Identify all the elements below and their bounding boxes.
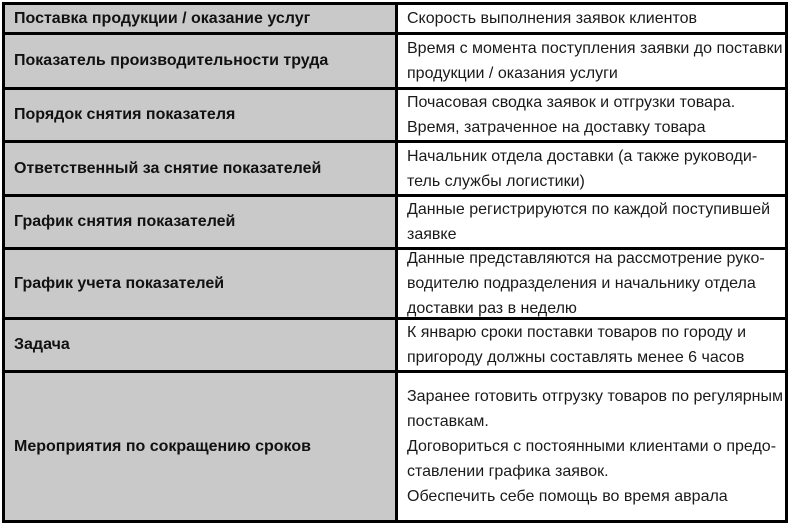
table-row — [5, 35, 785, 87]
table-row — [5, 373, 785, 520]
table-row — [5, 143, 785, 194]
value-line: Почасовая сводка заявок и отгрузки товара. — [407, 94, 736, 111]
row-value — [398, 197, 785, 247]
row-label-text: Задача — [14, 336, 70, 353]
row-value — [398, 143, 785, 194]
row-label-text: Порядок снятия показателя — [14, 106, 236, 123]
table-row — [5, 5, 785, 32]
value-line: Договориться с постоянными клиентами о предо- — [407, 438, 777, 455]
row-value — [398, 5, 785, 32]
value-line: заявке — [407, 226, 457, 243]
value-line: Начальник отдела доставки (а также руководи- — [407, 147, 758, 165]
row-label-text: Показатель производительности труда — [14, 52, 329, 69]
row-label — [5, 35, 395, 87]
value-line: Обеспечить себе помощь во время аврала — [407, 488, 728, 505]
value-line: К январю сроки поставки товаров по городу и — [407, 324, 747, 341]
value-line: Время с момента поступления заявки до поставки — [407, 40, 783, 57]
row-label-text: Ответственный за снятие показателей — [14, 159, 322, 177]
row-label — [5, 197, 395, 247]
table-row — [5, 197, 785, 247]
row-label — [5, 143, 395, 194]
value-line: доставки раз в неделю — [407, 300, 577, 317]
row-label-text: График учета показателей — [14, 274, 225, 292]
row-value — [398, 35, 785, 87]
row-label — [5, 5, 395, 32]
table-row — [5, 90, 785, 140]
row-value — [398, 320, 785, 370]
value-line: поставкам. — [407, 413, 489, 430]
value-line: пригороду должны составлять менее 6 часов — [407, 349, 745, 366]
row-label — [5, 90, 395, 140]
row-label — [5, 373, 395, 520]
value-line: Время, затраченное на доставку товара — [407, 119, 706, 136]
row-label-text: Поставка продукции / оказание услуг — [14, 9, 311, 27]
kpi-table — [2, 2, 788, 523]
value-line: ставлении графика заявок. — [407, 463, 609, 480]
value-line: Заранее готовить отгрузку товаров по регулярным — [407, 388, 783, 405]
value-line: водителю подразделения и начальнику отдела — [407, 275, 756, 292]
row-label — [5, 320, 395, 370]
row-value — [398, 250, 785, 317]
row-label-text: Мероприятия по сокращению сроков — [14, 437, 311, 455]
row-label-text: График снятия показателей — [14, 213, 236, 230]
row-value — [398, 90, 785, 140]
value-line: Скорость выполнения заявок клиентов — [407, 10, 697, 27]
value-line: Данные регистрируются по каждой поступившей — [407, 201, 771, 218]
table-row — [5, 320, 785, 370]
value-line: Данные представляются на рассмотрение руко- — [407, 250, 765, 267]
row-value — [398, 373, 785, 520]
row-label — [5, 250, 395, 317]
table-row — [5, 250, 785, 317]
value-line: продукции / оказания услуги — [407, 65, 618, 82]
value-line: тель службы логистики) — [407, 172, 585, 190]
